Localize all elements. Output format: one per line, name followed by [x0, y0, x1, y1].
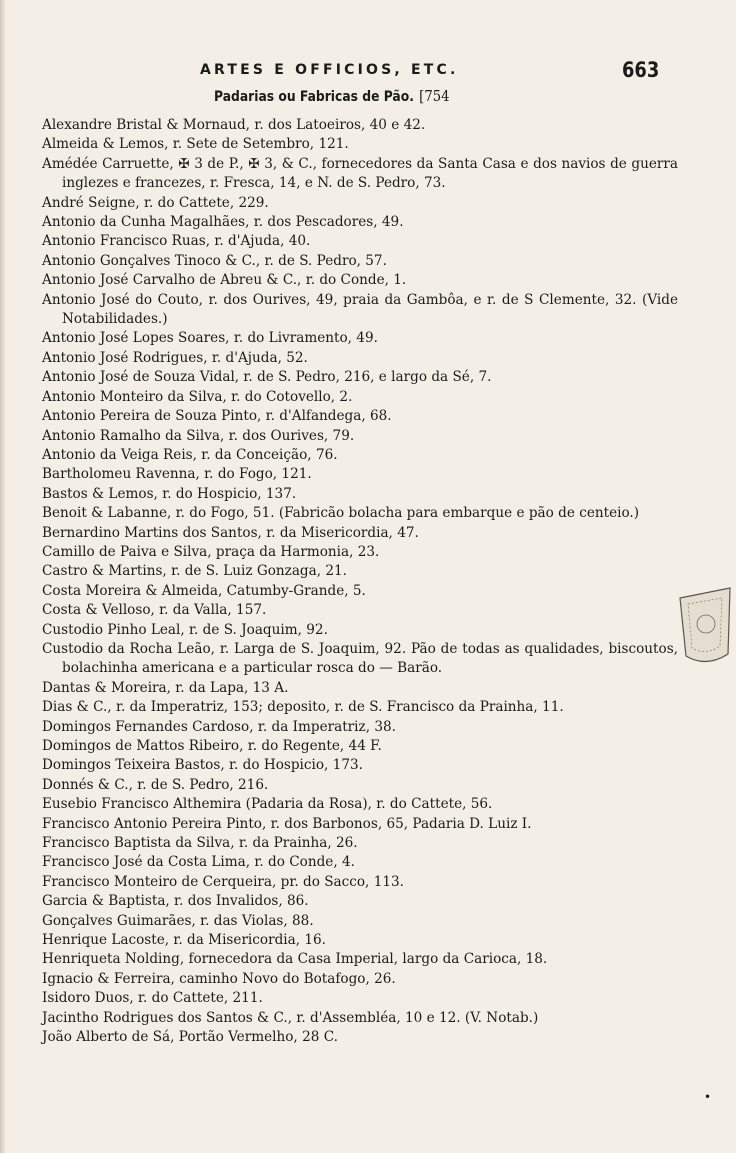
section-heading	[214, 87, 450, 105]
list-item: Antonio Monteiro da Silva, r. do Cotovello, 2.	[42, 388, 353, 405]
list-item: Costa Moreira & Almeida, Catumby-Grande, 5.	[42, 582, 366, 599]
list-item: Amédée Carruette, ✠ 3 de P., ✠ 3, & C., fornecedores da Santa Casa e dos navios de guerra inglezes e francezes, r. Fresca, 14, e N. de S. Pedro, 73.	[42, 155, 678, 192]
list-item: Bernardino Martins dos Santos, r. da Misericordia, 47.	[42, 524, 419, 541]
list-item: Dantas & Moreira, r. da Lapa, 13 A.	[42, 679, 289, 696]
list-item: Jacintho Rodrigues dos Santos & C., r. d'Assembléa, 10 e 12. (V. Notab.)	[42, 1009, 539, 1026]
list-item: Antonio José Carvalho de Abreu & C., r. do Conde, 1.	[42, 272, 407, 289]
list-item: Isidoro Duos, r. do Cattete, 211.	[42, 990, 263, 1007]
list-item: Custodio Pinho Leal, r. de S. Joaquim, 92.	[42, 621, 328, 638]
list-item: Henrique Lacoste, r. da Misericordia, 16.	[42, 932, 326, 949]
list-item: Garcia & Baptista, r. dos Invalidos, 86.	[42, 893, 309, 910]
list-item: Ignacio & Ferreira, caminho Novo do Botafogo, 26.	[42, 970, 396, 987]
list-item: Costa & Velloso, r. da Valla, 157.	[42, 602, 267, 619]
list-item: Antonio Gonçalves Tinoco & C., r. de S. Pedro, 57.	[42, 252, 387, 269]
list-item: Antonio da Cunha Magalhães, r. dos Pescadores, 49.	[42, 214, 404, 231]
running-head	[0, 58, 736, 88]
list-item: Dias & C., r. da Imperatriz, 153; deposito, r. de S. Francisco da Prainha, 11.	[42, 699, 564, 716]
list-item: Antonio Pereira de Souza Pinto, r. d'Alfandega, 68.	[42, 408, 392, 425]
page-number: 663	[622, 58, 660, 82]
list-item: Bastos & Lemos, r. do Hospicio, 137.	[42, 485, 297, 502]
list-item: Alexandre Bristal & Mornaud, r. dos Latoeiros, 40 e 42.	[42, 117, 426, 133]
list-item: Domingos Fernandes Cardoso, r. da Imperatriz, 38.	[42, 718, 396, 735]
list-item: Gonçalves Guimarães, r. das Violas, 88.	[42, 912, 314, 929]
list-item: Eusebio Francisco Althemira (Padaria da Rosa), r. do Cattete, 56.	[42, 796, 493, 813]
directory-entries	[42, 116, 678, 1048]
list-item: Antonio da Veiga Reis, r. da Conceição, 76.	[42, 446, 338, 463]
list-item: Custodio da Rocha Leão, r. Larga de S. Joaquim, 92. Pão de todas as qualidades, biscoutos, bolachinha americana e a particular rosca do — Barão.	[42, 640, 678, 677]
list-item: Francisco Monteiro de Cerqueira, pr. do Sacco, 113.	[42, 873, 404, 890]
list-item: Antonio José do Couto, r. dos Ourives, 49, praia da Gambôa, e r. de S Clemente, 32. (Vide Notabilidades.)	[42, 291, 678, 328]
section-number: [754	[419, 87, 450, 105]
list-item: André Seigne, r. do Cattete, 229.	[42, 194, 269, 211]
list-item: Francisco Baptista da Silva, r. da Prainha, 26.	[42, 835, 358, 852]
list-item: Domingos de Mattos Ribeiro, r. do Regente, 44 F.	[42, 738, 382, 754]
running-title: ARTES E OFFICIOS, ETC.	[200, 62, 459, 78]
library-stamp-seal	[676, 584, 734, 670]
list-item: Antonio Ramalho da Silva, r. dos Ourives, 79.	[42, 427, 355, 444]
list-item: Bartholomeu Ravenna, r. do Fogo, 121.	[42, 466, 312, 483]
list-item: Henriqueta Nolding, fornecedora da Casa Imperial, largo da Carioca, 18.	[42, 951, 548, 968]
list-item: Camillo de Paiva e Silva, praça da Harmonia, 23.	[42, 543, 380, 560]
list-item: Benoit & Labanne, r. do Fogo, 51. (Fabricão bolacha para embarque e pão de centeio.)	[42, 505, 640, 522]
list-item: Francisco Antonio Pereira Pinto, r. dos Barbonos, 65, Padaria D. Luiz I.	[42, 815, 532, 832]
list-item: Almeida & Lemos, r. Sete de Setembro, 121.	[42, 136, 349, 153]
list-item: Antonio José de Souza Vidal, r. de S. Pedro, 216, e largo da Sé, 7.	[42, 369, 492, 386]
list-item: Castro & Martins, r. de S. Luiz Gonzaga, 21.	[42, 563, 348, 580]
bottom-mark-icon: •	[704, 1090, 712, 1104]
page-gutter-shadow	[0, 0, 6, 1153]
list-item: Antonio Francisco Ruas, r. d'Ajuda, 40.	[42, 233, 311, 250]
list-item: Antonio José Lopes Soares, r. do Livramento, 49.	[42, 330, 378, 347]
list-item: Francisco José da Costa Lima, r. do Conde, 4.	[42, 854, 355, 871]
list-item: Antonio José Rodrigues, r. d'Ajuda, 52.	[42, 349, 308, 366]
list-item: João Alberto de Sá, Portão Vermelho, 28 C.	[42, 1029, 338, 1046]
section-title: Padarias ou Fabricas de Pão.	[214, 89, 414, 105]
list-item: Domingos Teixeira Bastos, r. do Hospicio, 173.	[42, 757, 363, 774]
list-item: Donnés & C., r. de S. Pedro, 216.	[42, 776, 269, 793]
